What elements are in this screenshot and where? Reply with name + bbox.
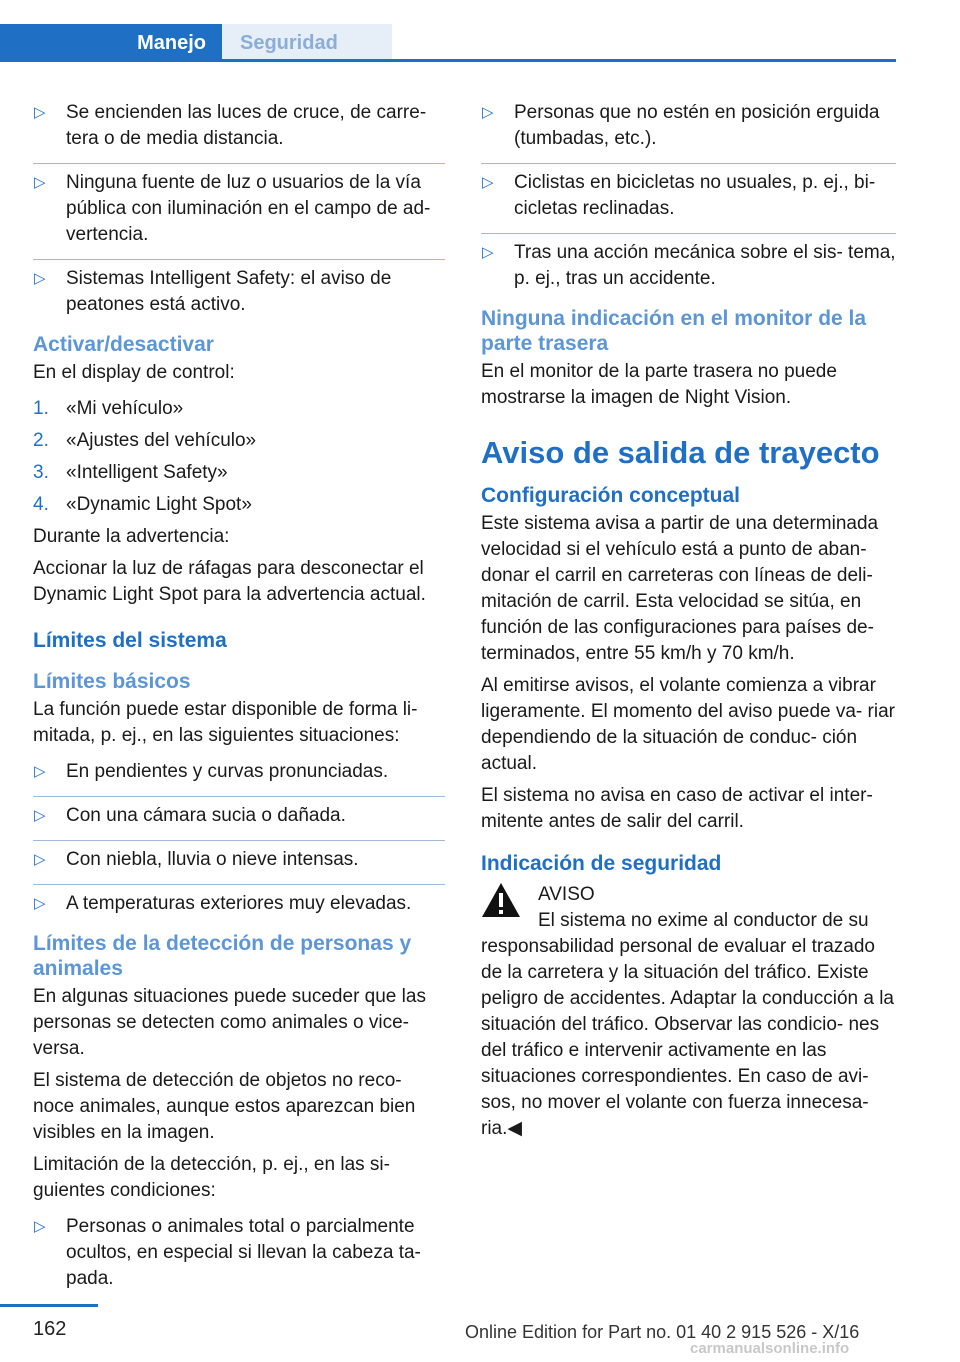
warning-triangle-icon bbox=[481, 882, 521, 918]
list-item: 2. «Ajustes del vehículo» bbox=[33, 430, 257, 451]
concept-paragraph-3: El sistema no avisa en caso de activar el inter‐ mitente antes de salir del carril. bbox=[481, 785, 873, 832]
list-item: ▷ En pendientes y curvas pronunciadas. bbox=[33, 759, 445, 785]
triangle-bullet-icon: ▷ bbox=[482, 104, 494, 121]
concept-paragraph-2: Al emitirse avisos, el volante comienza a vibrar ligeramente. El momento del aviso puede va‐ riar dependiendo de la situación de conduc‐ ción actual. bbox=[481, 675, 895, 774]
right-column bbox=[481, 100, 896, 1142]
warning-title: AVISO bbox=[538, 884, 595, 905]
triangle-bullet-icon: ▷ bbox=[482, 244, 494, 261]
triangle-bullet-icon: ▷ bbox=[34, 807, 46, 824]
triangle-bullet-icon: ▷ bbox=[34, 763, 46, 780]
list-item: ▷ Con una cámara sucia o dañada. bbox=[33, 803, 445, 829]
list-item: ▷ Se encienden las luces de cruce, de carre‐ tera o de media distancia. bbox=[34, 102, 427, 149]
triangle-bullet-icon: ▷ bbox=[482, 174, 494, 191]
divider bbox=[481, 233, 896, 234]
triangle-bullet-icon: ▷ bbox=[34, 1218, 46, 1235]
page-number: 162 bbox=[33, 1318, 67, 1340]
list-item: ▷ Ciclistas en bicicletas no usuales, p. ej., bi‐ cicletas reclinadas. bbox=[482, 172, 876, 219]
right-bullets-top bbox=[481, 100, 896, 292]
list-item: 1. «Mi vehículo» bbox=[33, 398, 184, 419]
during-warning: Durante la advertencia: bbox=[33, 526, 230, 547]
basic-limits-bullets bbox=[33, 759, 445, 917]
no-display-text: En el monitor de la parte trasera no puede mostrarse la imagen de Night Vision. bbox=[481, 361, 837, 408]
list-item: ▷ Tras una acción mecánica sobre el sis‐ tema, p. ej., tras un accidente. bbox=[482, 242, 896, 289]
detection-paragraph-3: Limitación de la detección, p. ej., en las si‐ guientes condiciones: bbox=[33, 1154, 390, 1201]
basic-limits-text: La función puede estar disponible de forma li‐ mitada, p. ej., en las siguientes situaciones: bbox=[33, 699, 418, 746]
warning-first-line: El sistema no exime al conductor de su bbox=[538, 910, 869, 931]
tab-manejo[interactable]: Manejo bbox=[0, 24, 222, 62]
divider bbox=[33, 163, 445, 164]
basic-limits-heading: Límites básicos bbox=[33, 670, 191, 693]
list-item: ▷ Personas que no estén en posición erguida (tumbadas, etc.). bbox=[482, 102, 880, 149]
limits-heading: Límites del sistema bbox=[33, 629, 227, 652]
divider bbox=[33, 884, 445, 885]
list-item: ▷ Ninguna fuente de luz o usuarios de la vía pública con iluminación en el campo de ad‐ vertencia. bbox=[34, 172, 431, 245]
detection-paragraph-1: En algunas situaciones puede suceder que las personas se detecten como animales o vice‐ versa. bbox=[33, 986, 426, 1059]
triangle-bullet-icon: ▷ bbox=[34, 270, 46, 287]
main-heading: Aviso de salida de trayecto bbox=[481, 435, 880, 470]
header bbox=[0, 24, 896, 62]
left-column bbox=[33, 100, 445, 1303]
during-warning-text: Accionar la luz de ráfagas para desconectar el Dynamic Light Spot para la advertencia actual. bbox=[33, 558, 426, 605]
tab-seguridad[interactable]: Seguridad bbox=[222, 24, 392, 62]
triangle-bullet-icon: ▷ bbox=[34, 851, 46, 868]
triangle-bullet-icon: ▷ bbox=[34, 104, 46, 121]
list-item: ▷ Sistemas Intelligent Safety: el aviso de peatones está activo. bbox=[34, 268, 392, 315]
list-item: ▷ Con niebla, lluvia o nieve intensas. bbox=[33, 847, 445, 873]
detection-paragraph-2: El sistema de detección de objetos no reco‐ noce animales, aunque estos aparezcan bien visibles en la imagen. bbox=[33, 1070, 416, 1143]
safety-heading: Indicación de seguridad bbox=[481, 852, 722, 875]
left-bullets-top bbox=[33, 100, 445, 318]
divider bbox=[33, 259, 445, 260]
concept-heading: Configuración conceptual bbox=[481, 484, 741, 507]
divider bbox=[33, 796, 445, 797]
list-item: 4. «Dynamic Light Spot» bbox=[33, 494, 252, 515]
divider bbox=[481, 163, 896, 164]
triangle-bullet-icon: ▷ bbox=[34, 895, 46, 912]
activate-intro: En el display de control: bbox=[33, 362, 235, 383]
divider bbox=[33, 840, 445, 841]
triangle-bullet-icon: ▷ bbox=[34, 174, 46, 191]
no-display-heading: Ninguna indicación en el monitor de la parte trasera bbox=[481, 307, 867, 355]
list-item: 3. «Intelligent Safety» bbox=[33, 462, 228, 483]
watermark: carmanualsonline.info bbox=[690, 1340, 850, 1357]
detection-heading: Límites de la detección de personas y animales bbox=[33, 932, 412, 980]
list-item: ▷ A temperaturas exteriores muy elevadas. bbox=[33, 891, 445, 917]
warning-text: responsabilidad personal de evaluar el trazado de la carretera y la situación del tráfico. Existe peligro de accidentes. Adaptar la conducción a la situación del tráfico. Observar las condicio‐ nes del tráfico e intervenir activamente en las situaciones correspondientes. En caso de avi‐ sos, no mover el volante con fuerza innecesa‐ ria.◀ bbox=[481, 936, 894, 1139]
steps-list bbox=[33, 396, 445, 518]
list-item: ▷ Personas o animales total o parcialmente ocultos, en especial si llevan la cabeza ta‐ pada. bbox=[34, 1216, 421, 1289]
edition-text: Online Edition for Part no. 01 40 2 915 526 - X/16 bbox=[465, 1322, 860, 1342]
header-rule bbox=[0, 59, 896, 62]
activate-heading: Activar/desactivar bbox=[33, 333, 214, 356]
detection-bullets bbox=[33, 1214, 445, 1292]
footer-rule bbox=[0, 1304, 98, 1307]
warning-block bbox=[481, 882, 896, 1142]
concept-paragraph-1: Este sistema avisa a partir de una determinada velocidad si el vehículo está a punto de aban‐ donar el carril en carreteras con líneas de deli‐ mitación de carril. Esta velocidad se sitúa, en función de las configuraciones para países de‐ terminados, entre 55 km/h y 70 km/h. bbox=[481, 513, 879, 664]
